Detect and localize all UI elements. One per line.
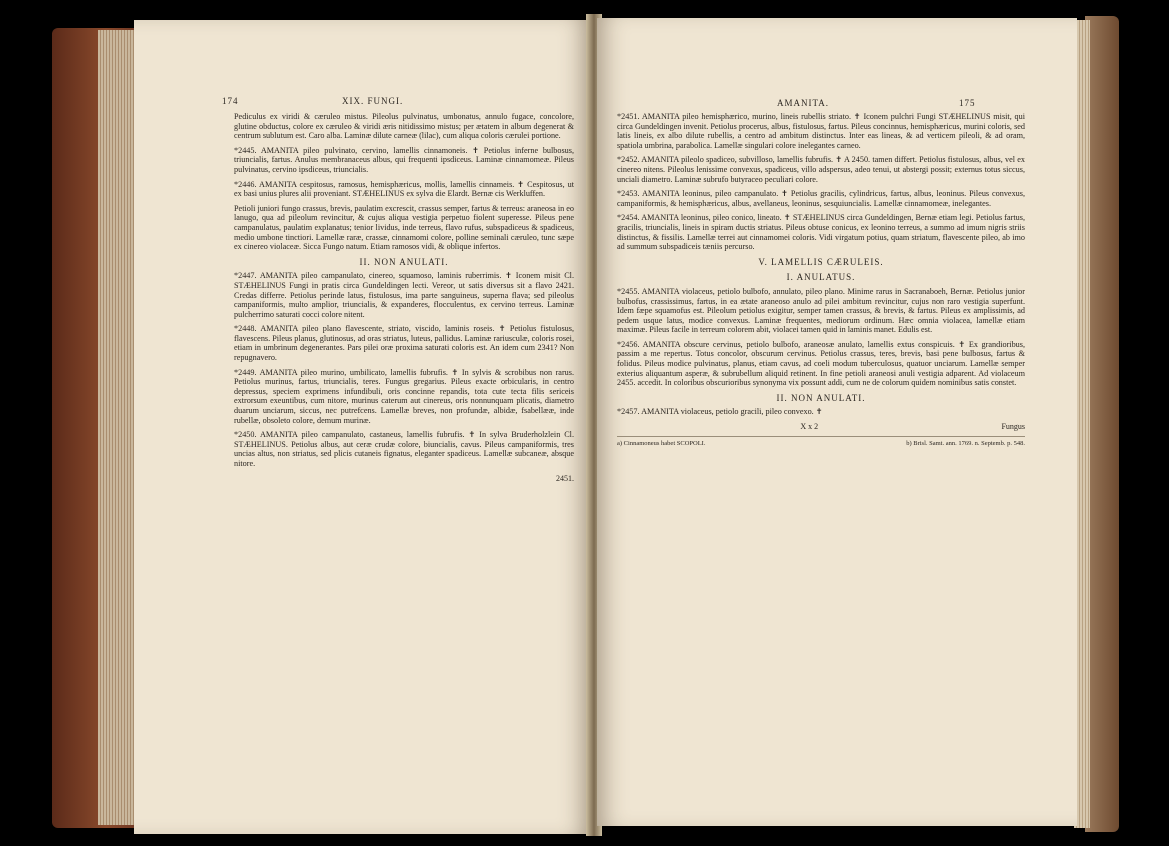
paragraph: *2449. AMANITA pileo murino, umbilicato, lamellis fubrufis. ✝ In sylvis & scrobibus non rarus. Petiolus murinus, fartus, triuncialis, teres. Fungus gregarius. Pileus exacte orbicularis, in centro depressus, speciem exprimens infundibuli, oris concinne repandis, tota cute tecta filis sericeis extrorsum exeuntibus, cum nitore, murinus caterum aut cinereus, oris nonnunquam plicatis, diametro duarum unciarum, siccus, nec putrefcens. Lamellæ breves, non profundæ, albidæ, fsabellææ, inde rubellæ, obsoleto colore, demum murinæ. (234, 367, 574, 425)
paragraph: *2447. AMANITA pileo campanulato, cinereo, squamoso, laminis ruberrimis. ✝ Iconem misit Cl. STÆHELINUS Fungi in pratis circa Gundeldingen lecti. Vereor, ut satis diversus sit a flavo 2421. Credas differre. Petiolus perinde latus, fistulosus, ima parte sanguineus, superna flava; sed pileolus campaniformis, multo amplior, triuncialis, & expanderes, flocculentus, ex cervino terreus. Laminæ pulcherrimo saturati cocci colore nitent. (234, 271, 574, 319)
right-text (617, 112, 1025, 448)
footnotes (617, 436, 1025, 449)
page-footer-line (617, 422, 1025, 432)
page-number: 174 (222, 96, 239, 106)
book-cover-right (1085, 16, 1119, 832)
footnote: b) Brisl. Samt. ann. 1769. n. Septemb. p. 548. (906, 439, 1025, 447)
paragraph: *2448. AMANITA pileo plano flavescente, striato, viscido, laminis roseis. ✝ Petiolus fistulosus, flavescens. Pileus planus, glutinosus, ad oras striatus, luteus, pallidus. Laminæ rariusculæ, coloris rosei, etiam in umbrinum degenerantes. Pars pilei oræ proxima saturati coloris est. An idem cum 2341? Non repugnavero. (234, 324, 574, 363)
catchword: 2451. (556, 473, 574, 483)
page-edges-left (98, 30, 138, 825)
running-head: AMANITA. (777, 98, 830, 108)
paragraph: *2455. AMANITA violaceus, petiolo bulbofo, annulato, pileo plano. Minime rarus in Sacranaboeh, Bernæ. Petiolus junior bulbofus, crassissimus, fartus, in ea ætate araneoso anulo ad pilei ambitum revincitur, cujus non raro vestigia superfunt. Idem fæpe squamofus est. Pileolum petiolus exigitur, semper tamen crassus, & brevis, & fartus. Pileus ex amplissimis, ad pedem usque latus, modice convexus. Laminæ frequentes, mediorum ordinum. Hæc omnia violacea, lamellæ etiam maximæ. Pileus facile in terreum colorem abit, violacei tamen quid in laminis manet. Edulis est. (617, 286, 1025, 335)
paragraph: *2454. AMANITA leoninus, pileo conico, lineato. ✝ STÆHELINUS circa Gundeldingen, Bernæ etiam legi. Petiolus fartus, gracilis, triuncialis, lineis in spiram ductis striatus. Pileus obtuse conicus, ex leonino terreus, a summo ad imum nigris striis distinctus, & fissilis. Lamellæ terrei aut cinnamomei coloris. Vidi virgatum potius, quam striatum, flavescente pileo, ab imo ad summum subspadiceis tæniis percurso. (617, 213, 1025, 252)
page-number: 175 (959, 98, 976, 108)
section-heading: II. NON ANULATI. (776, 392, 866, 403)
catchword: Fungus (1001, 422, 1025, 432)
paragraph: *2457. AMANITA violaceus, petiolo gracili, pileo convexo. ✝ (617, 407, 823, 417)
section-heading: V. LAMELLIS CÆRULEIS. (758, 256, 884, 267)
paragraph: *2456. AMANITA obscure cervinus, petiolo bulbofo, araneosæ anulato, lamellis extus conspicuis. ✝ Ex grandioribus, passim a me repertus. Totus concolor, obscurum cervinus. Petiolus crassus, teres, brevis, basi pene bulbosus, fartus & folidus. Pileus modice pulvinatus, planus, etiam cavus, ad coeli modum tuberculosus, quatuor unciarum. Lamellæ semper exterius aliquantum asperæ, & subrubellum aliquid retinent. In fine petioli araneosi anuli vestigia adparent. Ad violaceum 2455. accedit. In coloribus obscurioribus synonyma vix possunt addi, cum ne de colorum quidem nominibus satis constet. (617, 339, 1025, 388)
paragraph: *2446. AMANITA cespitosus, ramosus, hemisphæricus, mollis, lamellis cinnameis. ✝ Cespitosus, ut ex basi unius plures alii proveniant. STÆHELINUS ex sylva die Elardt. Bernæ cis Werkluffen. (234, 179, 574, 199)
subsection-heading: I. ANULATUS. (786, 272, 856, 283)
running-head: XIX. FUNGI. (342, 96, 404, 106)
left-page (134, 20, 590, 834)
paragraph: *2451. AMANITA pileo hemisphærico, murino, lineis rubellis striato. ✝ Iconem pulchri Fungi STÆHELINUS misit, qui circa Gundeldingen invenit. Petiolus procerus, albus, fistulosus, fartus. Pileus concinnus, hemisphæricus, murini coloris, sed latis lineis, ex albo dilute rubellis, a centro ad ambitum distinctus. Inter eas lineas, & ad verticem pileoli, & ad oram, spatiola umbrina, parabolica. Lamellæ singulari colore inelegantes carneo. (617, 112, 1025, 150)
section-heading: II. NON ANULATI. (359, 256, 449, 267)
paragraph: *2450. AMANITA pileo campanulato, castaneus, lamellis fubrufis. ✝ In sylva Bruderholzlein Cl. STÆHELINUS. Petiolus albus, aut ceræ crudæ colore, biuncialis, cavus. Pileus campaniformis, tres uncias altus, non striatus, sed plicis cutaneis fignatus, eleganter spadiceus. Lamellæ subcaneæ, absque nitore. (234, 430, 574, 468)
left-text (234, 112, 574, 483)
footnote: a) Cinnamoneus habet SCOPOLI. (617, 439, 706, 447)
paragraph: *2453. AMANITA leoninus, pileo campanulato. ✝ Petiolus gracilis, cylindricus, fartus, albus, leoninus. Pileus convexus, campaniformis, & hemisphæricus, albus, avellaneus, leoninus, sesquiuncialis. Lamellæ cinnamomeæ, inelegantes. (617, 189, 1025, 208)
paragraph: Petioli juniori fungo crassus, brevis, paulatim excrescit, crassus semper, fartus & terreus: araneosa in eo lanugo, qua ad pileolum revincitur, & cujus aliqua vestigia perpetuo fiolent superesse. Pileus pene campanulatus, paulatim explanatus; tenior lividus, inde terreus, flavo rufus, subspadiceus & spadiceus, medio umbone tinctiori. Lamellæ raræ, crassæ, cinnamomi colore, polline seminali cæruleo, tunc sæpe ex cinereo violaceæ. Sicca Fungo natum. Etiam ramosos vidi, & oblique infertos. (234, 203, 574, 252)
paragraph: *2452. AMANITA pileolo spadiceo, subvilloso, lamellis fubrufis. ✝ A 2450. tamen differt. Petiolus fistulosus, albus, vel ex cinereo nitens. Pileolus lenissime convexus, spadiceus, villo adspersus, adeo tenui, ut abstergi possit; externus totus siccus, unciali diametro. Laminæ subrufo butyraceo peculiari colore. (617, 155, 1025, 184)
right-page (597, 18, 1077, 826)
paragraph: Pediculus ex viridi & cæruleo mistus. Pileolus pulvinatus, umbonatus, annulo fugace, concolore, glutine obductus, colore ex cæruleo & viridi æris nitidissimo mistus; per ætatem in album degenerat & centrum sublutum est. Caro alba. Laminæ dilute carneæ (lilac), cum aliqua coloris cærulei portione. (234, 112, 574, 141)
signature-mark: X x 2 (800, 422, 819, 432)
paragraph: *2445. AMANITA pileo pulvinato, cervino, lamellis cinnamoneis. ✝ Petiolus inferne bulbosus, triuncialis, fartus. Anulus membranaceus albus, qui frequenti ipsdiceus. Laminæ cinnamomeæ. Pileus pulvinatus, cervino ipsdiceus, triuncialis. (234, 145, 574, 174)
